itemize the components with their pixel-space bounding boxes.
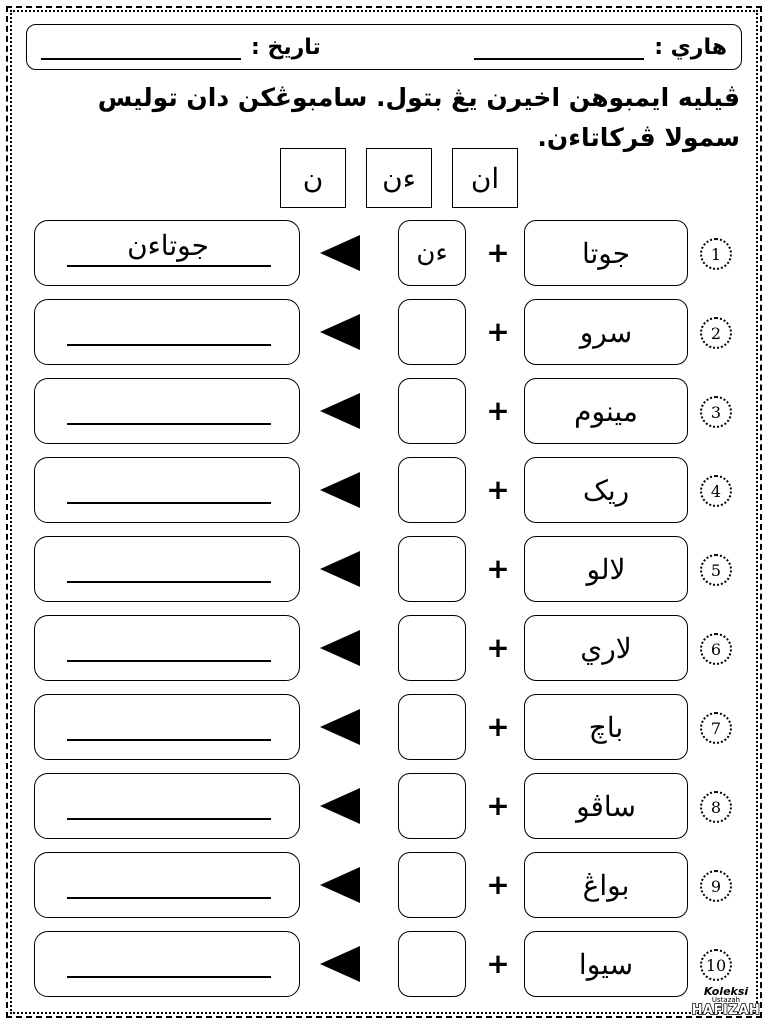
option-box: ان — [452, 148, 518, 208]
answer-box[interactable] — [34, 615, 300, 681]
answer-line — [67, 897, 271, 899]
row-number: 8 — [700, 791, 732, 823]
option-box: ن — [280, 148, 346, 208]
root-word-box: ساڤو — [524, 773, 688, 839]
row-number: 2 — [700, 317, 732, 349]
arrow-left-icon — [320, 314, 360, 350]
arrow-left-icon — [320, 946, 360, 982]
root-word-box: باچ — [524, 694, 688, 760]
arrow-left-icon — [320, 867, 360, 903]
suffix-options — [0, 148, 768, 208]
exercise-row — [0, 536, 768, 604]
arrow-left-icon — [320, 709, 360, 745]
answer-line — [67, 581, 271, 583]
plus-sign: + — [486, 868, 510, 901]
exercise-row — [0, 299, 768, 367]
option-box: ءن — [366, 148, 432, 208]
answer-text: جوتاءن — [127, 229, 209, 262]
answer-line — [67, 739, 271, 741]
row-number: 6 — [700, 633, 732, 665]
row-number: 1 — [700, 238, 732, 270]
instruction-text: ڤيليه ايمبوهن اخيرن يڠ بتول. سامبوڠکن دان توليس سمولا ڤرکاتاءن. — [97, 83, 740, 152]
suffix-input-box[interactable] — [398, 536, 466, 602]
date-blank[interactable] — [41, 42, 241, 60]
root-word-box: سرو — [524, 299, 688, 365]
root-word-box: لاري — [524, 615, 688, 681]
suffix-input-box[interactable] — [398, 299, 466, 365]
exercise-row — [0, 931, 768, 999]
exercise-row — [0, 773, 768, 841]
answer-box[interactable] — [34, 378, 300, 444]
suffix-input-box[interactable] — [398, 931, 466, 997]
root-word-box: ريک — [524, 457, 688, 523]
suffix-input-box[interactable] — [398, 852, 466, 918]
arrow-left-icon — [320, 472, 360, 508]
suffix-input-box[interactable] — [398, 457, 466, 523]
answer-line — [67, 502, 271, 504]
answer-line — [67, 423, 271, 425]
day-label: هاري : — [654, 34, 727, 60]
answer-box[interactable] — [34, 931, 300, 997]
root-word-box: مينوم — [524, 378, 688, 444]
header-box — [26, 24, 742, 70]
answer-line — [67, 265, 271, 267]
answer-line — [67, 660, 271, 662]
logo-line-1: Koleksi — [703, 985, 749, 998]
row-number: 10 — [700, 949, 732, 981]
plus-sign: + — [486, 552, 510, 585]
arrow-left-icon — [320, 630, 360, 666]
answer-box[interactable] — [34, 773, 300, 839]
row-number: 9 — [700, 870, 732, 902]
day-field — [474, 35, 727, 60]
suffix-input-box[interactable] — [398, 694, 466, 760]
exercise-row — [0, 615, 768, 683]
answer-box[interactable] — [34, 694, 300, 760]
root-word-box: سيوا — [524, 931, 688, 997]
suffix-input-box[interactable]: ءن — [398, 220, 466, 286]
root-word-box: لالو — [524, 536, 688, 602]
root-word-box: جوتا — [524, 220, 688, 286]
date-field — [41, 35, 321, 60]
answer-line — [67, 976, 271, 978]
plus-sign: + — [486, 236, 510, 269]
logo-line-3: HAFIZAH — [691, 1003, 761, 1018]
plus-sign: + — [486, 710, 510, 743]
suffix-input-box[interactable] — [398, 615, 466, 681]
suffix-input-box[interactable] — [398, 773, 466, 839]
logo — [688, 986, 764, 1020]
day-blank[interactable] — [474, 42, 644, 60]
answer-box[interactable] — [34, 220, 300, 286]
logo-line-2: Ustazah — [711, 996, 741, 1004]
answer-box[interactable] — [34, 457, 300, 523]
arrow-left-icon — [320, 551, 360, 587]
exercise-row — [0, 852, 768, 920]
plus-sign: + — [486, 631, 510, 664]
exercise-row — [0, 220, 768, 288]
root-word-box: بواڠ — [524, 852, 688, 918]
arrow-left-icon — [320, 235, 360, 271]
answer-line — [67, 344, 271, 346]
suffix-input-box[interactable] — [398, 378, 466, 444]
exercise-row — [0, 457, 768, 525]
plus-sign: + — [486, 473, 510, 506]
answer-box[interactable] — [34, 536, 300, 602]
arrow-left-icon — [320, 393, 360, 429]
arrow-left-icon — [320, 788, 360, 824]
exercise-row — [0, 694, 768, 762]
exercise-row — [0, 378, 768, 446]
plus-sign: + — [486, 315, 510, 348]
plus-sign: + — [486, 947, 510, 980]
row-number: 3 — [700, 396, 732, 428]
plus-sign: + — [486, 394, 510, 427]
answer-line — [67, 818, 271, 820]
row-number: 5 — [700, 554, 732, 586]
date-label: تاريخ : — [251, 34, 321, 60]
row-number: 4 — [700, 475, 732, 507]
plus-sign: + — [486, 789, 510, 822]
row-number: 7 — [700, 712, 732, 744]
answer-box[interactable] — [34, 299, 300, 365]
answer-box[interactable] — [34, 852, 300, 918]
